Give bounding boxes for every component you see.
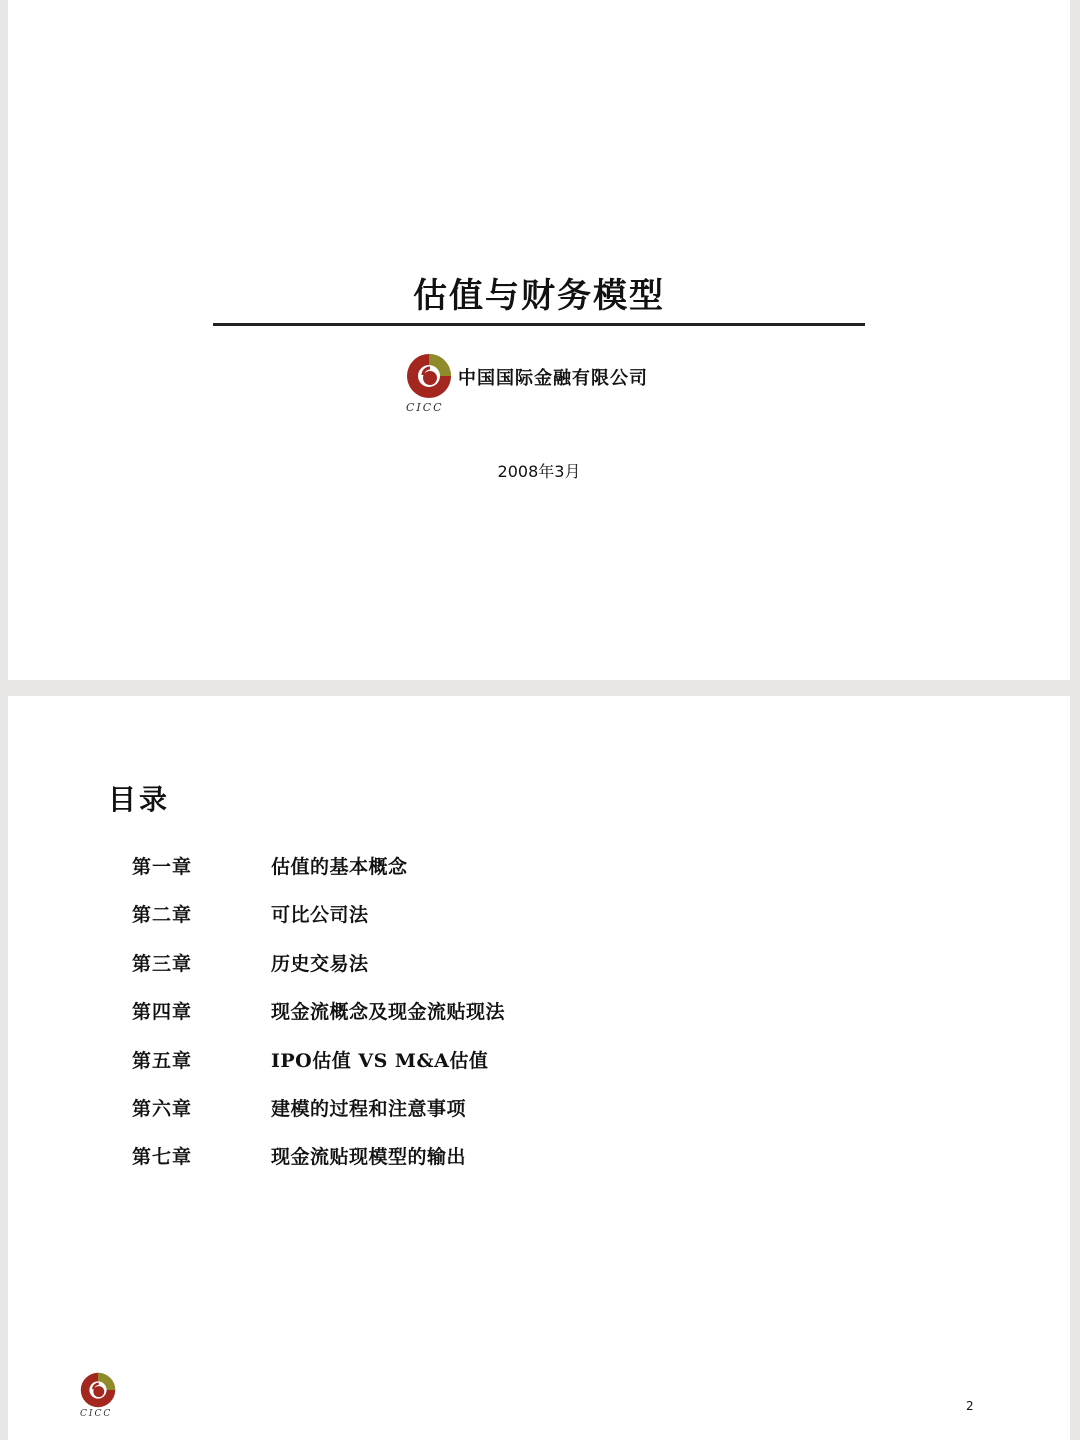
document-title: 估值与财务模型 (413, 276, 665, 316)
title-divider (213, 323, 865, 326)
toc-chapter-title: IPO估值 VS M&A估值 (271, 1049, 489, 1072)
cicc-logo-icon (80, 1372, 116, 1408)
toc-chapter-title: 可比公司法 (271, 904, 369, 927)
toc-chapter-label: 第五章 (132, 1049, 193, 1072)
toc-chapter-label: 第七章 (132, 1146, 193, 1169)
cicc-logo-icon (406, 353, 452, 399)
toc-chapter-title: 现金流概念及现金流贴现法 (271, 1001, 506, 1024)
toc-chapter-label: 第六章 (132, 1097, 193, 1120)
toc-item (8, 900, 1070, 948)
toc-chapter-label: 第二章 (132, 904, 193, 927)
toc-chapter-title: 历史交易法 (271, 952, 369, 975)
toc-item (8, 1046, 1070, 1094)
toc-chapter-title: 建模的过程和注意事项 (271, 1097, 467, 1120)
cover-page (8, 0, 1070, 680)
toc-item (8, 997, 1070, 1045)
logo-abbreviation: CICC (406, 401, 444, 414)
toc-chapter-title: 现金流贴现模型的输出 (271, 1146, 467, 1169)
document-date: 2008年3月 (497, 462, 581, 481)
toc-item (8, 1094, 1070, 1142)
toc-item (8, 1142, 1070, 1190)
toc-item (8, 852, 1070, 900)
company-name: 中国国际金融有限公司 (458, 368, 648, 389)
toc-page (8, 696, 1070, 1440)
toc-heading: 目录 (108, 783, 171, 816)
toc-item (8, 949, 1070, 997)
toc-list (8, 852, 1070, 1191)
footer-logo-abbreviation: CICC (80, 1409, 113, 1419)
page-number: 2 (966, 1399, 974, 1413)
toc-chapter-label: 第一章 (132, 856, 193, 878)
toc-chapter-label: 第三章 (132, 952, 193, 975)
toc-chapter-title: 估值的基本概念 (271, 856, 408, 878)
toc-chapter-label: 第四章 (132, 1001, 193, 1024)
